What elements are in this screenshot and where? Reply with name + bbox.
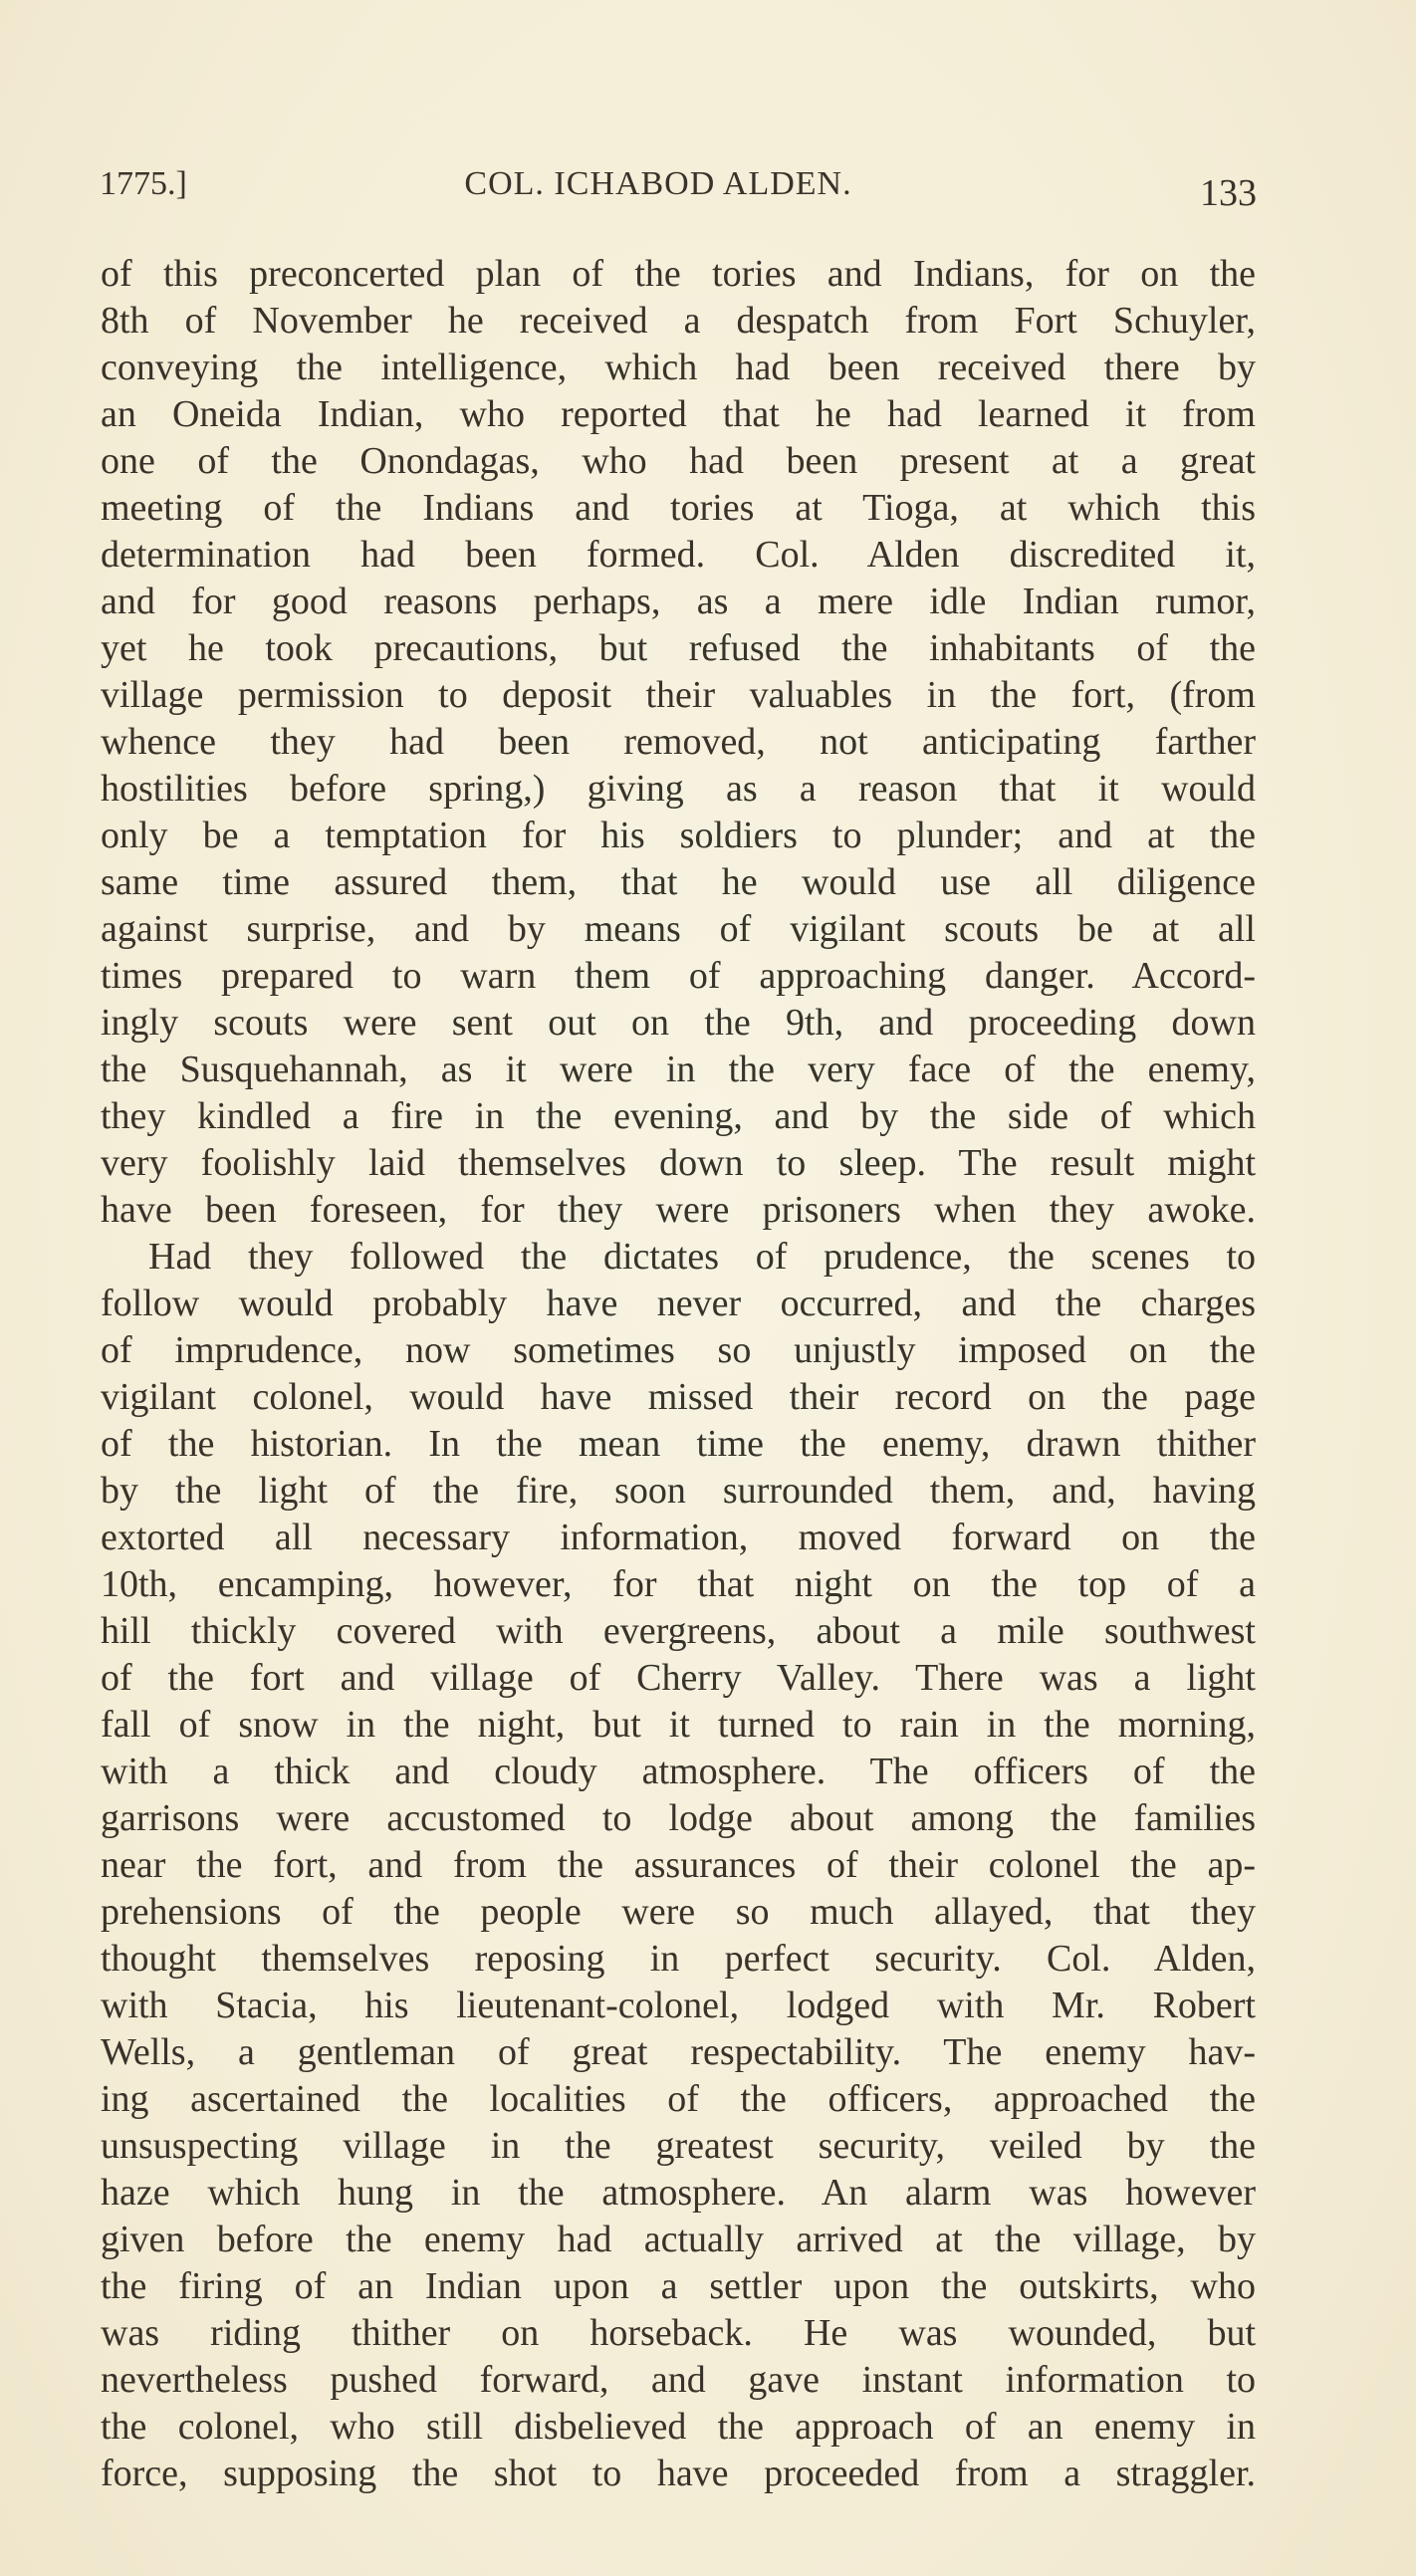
text-line: yet he took precautions, but refused the inhabitants of the [101,627,1256,669]
page-number: 133 [1200,172,1257,214]
text-line: given before the enemy had actually arrived at the village, by [101,2219,1256,2260]
text-line: garrisons were accustomed to lodge about among the families [101,1797,1256,1839]
text-line: ing ascertained the localities of the officers, approached the [101,2078,1256,2120]
text-line: the Susquehannah, as it were in the very face of the enemy, [101,1049,1256,1090]
text-line: meeting of the Indians and tories at Tioga, at which this [101,487,1256,529]
text-line: an Oneida Indian, who reported that he had learned it from [101,393,1256,435]
text-line: hostilities before spring,) giving as a reason that it would [101,768,1256,810]
text-line: whence they had been removed, not anticipating farther [101,721,1256,763]
text-line: Had they followed the dictates of prudence, the scenes to [148,1236,1256,1278]
running-title: COL. ICHABOD ALDEN. [464,165,852,202]
text-line: determination had been formed. Col. Alden discredited it, [101,534,1256,576]
text-line: follow would probably have never occurred, and the charges [101,1283,1256,1324]
text-line: prehensions of the people were so much allayed, that they [101,1891,1256,1933]
text-line: the firing of an Indian upon a settler upon the outskirts, who [101,2265,1256,2307]
text-line: with Stacia, his lieutenant-colonel, lodged with Mr. Robert [101,1985,1256,2026]
text-line: one of the Onondagas, who had been present at a great [101,440,1256,482]
text-line: of this preconcerted plan of the tories and Indians, for on the [101,253,1256,295]
text-line: against surprise, and by means of vigilant scouts be at all [101,908,1256,950]
text-line: have been foreseen, for they were prisoners when they awoke. [101,1189,1256,1231]
text-line: of the fort and village of Cherry Valley. There was a light [101,1657,1256,1699]
text-line: 8th of November he received a despatch from Fort Schuyler, [101,300,1256,342]
text-line: near the fort, and from the assurances of their colonel the ap- [101,1844,1256,1886]
text-line: the colonel, who still disbelieved the approach of an enemy in [101,2406,1256,2448]
text-line: and for good reasons perhaps, as a mere idle Indian rumor, [101,581,1256,622]
text-line: fall of snow in the night, but it turned to rain in the morning, [101,1704,1256,1746]
text-line: conveying the intelligence, which had been received there by [101,347,1256,388]
text-line: hill thickly covered with evergreens, about a mile southwest [101,1610,1256,1652]
text-line: same time assured them, that he would use all diligence [101,861,1256,903]
text-line: with a thick and cloudy atmosphere. The officers of the [101,1751,1256,1792]
header-year: 1775.] [100,165,187,202]
text-line: they kindled a fire in the evening, and by the side of which [101,1095,1256,1137]
body-text [101,251,1256,2497]
text-line: times prepared to warn them of approaching danger. Accord- [101,955,1256,997]
text-line: of imprudence, now sometimes so unjustly imposed on the [101,1329,1256,1371]
running-header [100,165,1257,214]
text-line: nevertheless pushed forward, and gave instant information to [101,2359,1256,2401]
text-line: ingly scouts were sent out on the 9th, and proceeding down [101,1002,1256,1044]
text-line: vigilant colonel, would have missed their record on the page [101,1376,1256,1418]
text-line: of the historian. In the mean time the enemy, drawn thither [101,1423,1256,1465]
text-line: force, supposing the shot to have proceeded from a straggler. [101,2453,1256,2494]
text-line: unsuspecting village in the greatest security, veiled by the [101,2125,1256,2167]
text-line: Wells, a gentleman of great respectability. The enemy hav- [101,2031,1256,2073]
text-line: 10th, encamping, however, for that night on the top of a [101,1563,1256,1605]
text-line: was riding thither on horseback. He was wounded, but [101,2312,1256,2354]
text-line: village permission to deposit their valuables in the fort, (from [101,674,1256,716]
text-line: thought themselves reposing in perfect security. Col. Alden, [101,1938,1256,1980]
text-line: only be a temptation for his soldiers to plunder; and at the [101,815,1256,856]
text-line: extorted all necessary information, moved forward on the [101,1517,1256,1558]
text-line: haze which hung in the atmosphere. An alarm was however [101,2172,1256,2214]
text-line: very foolishly laid themselves down to sleep. The result might [101,1142,1256,1184]
text-line: by the light of the fire, soon surrounded them, and, having [101,1470,1256,1512]
